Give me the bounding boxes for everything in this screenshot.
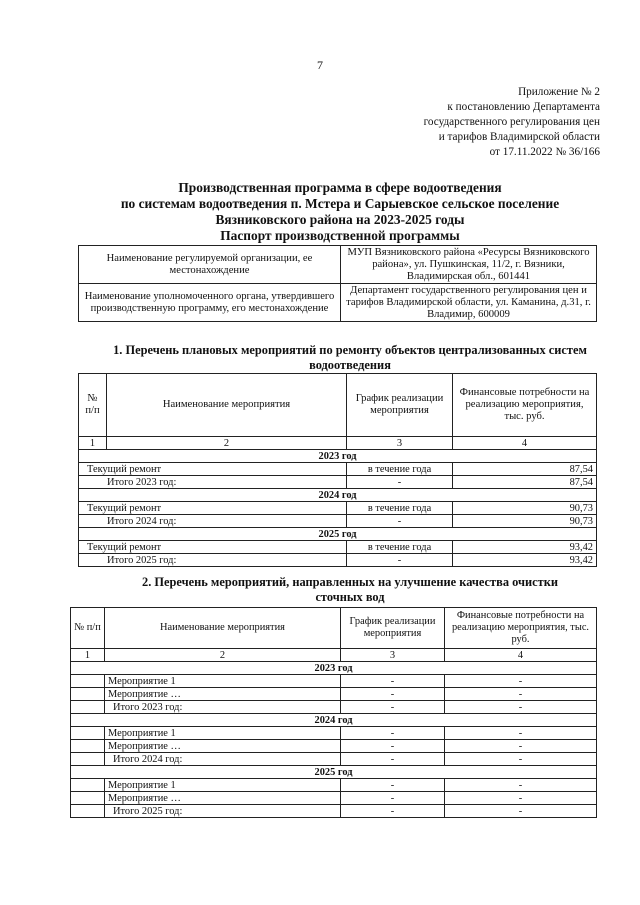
column-number: 3	[347, 437, 453, 450]
total-amount: -	[445, 701, 597, 714]
total-row	[71, 701, 597, 714]
total-schedule: -	[341, 805, 445, 818]
item-amount: 90,73	[453, 502, 597, 515]
total-amount: 87,54	[453, 476, 597, 489]
item-schedule: -	[341, 740, 445, 753]
column-number: 2	[105, 649, 341, 662]
total-label: Итого 2023 год:	[105, 701, 341, 714]
heading-line: сточных вод	[315, 590, 385, 604]
header-cell: График реализации мероприятия	[347, 374, 453, 437]
table-row	[79, 463, 597, 476]
column-number: 4	[445, 649, 597, 662]
passport-label: Наименование уполномоченного органа, утвердившего производственную программу, его местонахождение	[79, 284, 341, 322]
total-row	[71, 805, 597, 818]
item-amount: -	[445, 792, 597, 805]
item-amount: -	[445, 740, 597, 753]
total-row	[79, 554, 597, 567]
section1-heading	[70, 343, 630, 373]
total-label: Итого 2024 год:	[79, 515, 347, 528]
row-number	[71, 805, 105, 818]
year-label: 2023 год	[79, 450, 597, 463]
year-row	[71, 714, 597, 727]
heading-line: 1. Перечень плановых мероприятий по ремонту объектов централизованных систем	[113, 343, 587, 357]
table-row	[71, 688, 597, 701]
total-amount: 90,73	[453, 515, 597, 528]
title-line: по системам водоотведения п. Мстера и Сарыевское сельское поселение	[120, 196, 560, 211]
row-number	[71, 753, 105, 766]
appendix-line: от 17.11.2022 № 36/166	[489, 146, 600, 158]
header-cell: Наименование мероприятия	[105, 608, 341, 649]
title-line: Вязниковского района на 2023-2025 годы	[215, 212, 465, 227]
header-cell: № п/п	[79, 374, 107, 437]
appendix-line: и тарифов Владимирской области	[438, 131, 600, 143]
year-label: 2025 год	[79, 528, 597, 541]
row-number	[71, 779, 105, 792]
appendix-line: Приложение № 2	[518, 86, 600, 98]
table-row	[71, 727, 597, 740]
table-header-row	[79, 374, 597, 437]
total-schedule: -	[347, 476, 453, 489]
year-row	[71, 662, 597, 675]
header-cell: Наименование мероприятия	[107, 374, 347, 437]
passport-table	[78, 245, 597, 322]
year-label: 2025 год	[71, 766, 597, 779]
column-number: 3	[341, 649, 445, 662]
item-amount: -	[445, 688, 597, 701]
treatment-table	[70, 607, 597, 818]
column-number: 1	[79, 437, 107, 450]
column-number-row	[71, 649, 597, 662]
year-label: 2023 год	[71, 662, 597, 675]
item-schedule: в течение года	[347, 502, 453, 515]
item-schedule: в течение года	[347, 541, 453, 554]
document-title	[60, 180, 620, 244]
table-row	[71, 779, 597, 792]
heading-line: 2. Перечень мероприятий, направленных на улучшение качества очистки	[142, 575, 558, 589]
repair-table	[78, 373, 597, 567]
item-name: Мероприятие …	[105, 740, 341, 753]
year-row	[79, 450, 597, 463]
header-cell: График реализации мероприятия	[341, 608, 445, 649]
item-amount: 87,54	[453, 463, 597, 476]
passport-value: МУП Вязниковского района «Ресурсы Вязниковского района», ул. Пушкинская, 11/2, г. Вязники, Владимирская обл., 601441	[341, 246, 597, 284]
item-schedule: -	[341, 727, 445, 740]
row-number	[71, 688, 105, 701]
total-label: Итого 2025 год:	[105, 805, 341, 818]
total-schedule: -	[341, 753, 445, 766]
table-row	[71, 792, 597, 805]
passport-value: Департамент государственного регулирования цен и тарифов Владимирской области, ул. Каманина, д.31, г. Владимир, 600009	[341, 284, 597, 322]
total-amount: -	[445, 753, 597, 766]
row-number	[71, 727, 105, 740]
year-row	[79, 528, 597, 541]
table-header-row	[71, 608, 597, 649]
row-number	[71, 701, 105, 714]
section2-heading	[70, 575, 630, 605]
item-name: Мероприятие …	[105, 792, 341, 805]
total-schedule: -	[347, 554, 453, 567]
total-schedule: -	[347, 515, 453, 528]
total-amount: -	[445, 805, 597, 818]
item-name: Мероприятие 1	[105, 727, 341, 740]
table-row	[79, 502, 597, 515]
item-schedule: -	[341, 792, 445, 805]
item-schedule: -	[341, 675, 445, 688]
column-number: 1	[71, 649, 105, 662]
item-amount: -	[445, 779, 597, 792]
row-number	[71, 792, 105, 805]
row-number	[71, 675, 105, 688]
item-amount: -	[445, 727, 597, 740]
total-label: Итого 2025 год:	[79, 554, 347, 567]
item-schedule: в течение года	[347, 463, 453, 476]
table-row	[71, 740, 597, 753]
heading-line: водоотведения	[309, 358, 391, 372]
appendix-line: государственного регулирования цен	[423, 116, 600, 128]
column-number-row	[79, 437, 597, 450]
item-name: Текущий ремонт	[79, 541, 347, 554]
total-label: Итого 2023 год:	[79, 476, 347, 489]
item-amount: 93,42	[453, 541, 597, 554]
appendix-line: к постановлению Департамента	[447, 101, 600, 113]
row-number	[71, 740, 105, 753]
table-row	[71, 675, 597, 688]
header-cell: Финансовые потребности на реализацию мероприятия, тыс. руб.	[445, 608, 597, 649]
item-name: Мероприятие …	[105, 688, 341, 701]
total-row	[71, 753, 597, 766]
column-number: 4	[453, 437, 597, 450]
total-row	[79, 515, 597, 528]
year-row	[79, 489, 597, 502]
item-name: Текущий ремонт	[79, 502, 347, 515]
item-name: Мероприятие 1	[105, 779, 341, 792]
year-label: 2024 год	[79, 489, 597, 502]
item-schedule: -	[341, 779, 445, 792]
item-name: Мероприятие 1	[105, 675, 341, 688]
passport-label: Наименование регулируемой организации, ее местонахождение	[79, 246, 341, 284]
title-line: Производственная программа в сфере водоотведения	[178, 180, 502, 195]
page-number: 7	[317, 58, 323, 72]
table-row	[79, 246, 597, 284]
header-cell: Финансовые потребности на реализацию мероприятия, тыс. руб.	[453, 374, 597, 437]
header-cell: № п/п	[71, 608, 105, 649]
table-row	[79, 541, 597, 554]
title-line: Паспорт производственной программы	[220, 228, 460, 243]
table-row	[79, 284, 597, 322]
column-number: 2	[107, 437, 347, 450]
item-name: Текущий ремонт	[79, 463, 347, 476]
total-amount: 93,42	[453, 554, 597, 567]
total-row	[79, 476, 597, 489]
year-label: 2024 год	[71, 714, 597, 727]
total-label: Итого 2024 год:	[105, 753, 341, 766]
total-schedule: -	[341, 701, 445, 714]
appendix-block	[390, 85, 600, 160]
item-schedule: -	[341, 688, 445, 701]
year-row	[71, 766, 597, 779]
item-amount: -	[445, 675, 597, 688]
